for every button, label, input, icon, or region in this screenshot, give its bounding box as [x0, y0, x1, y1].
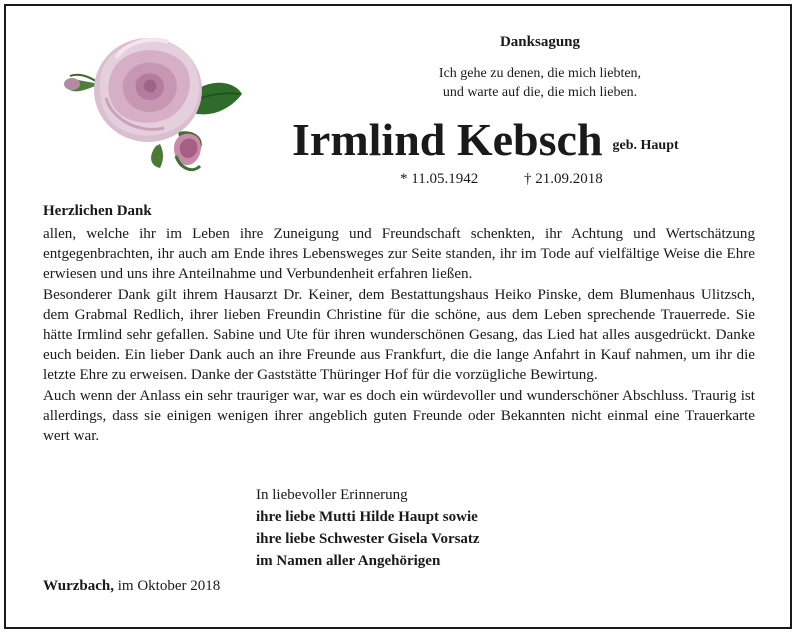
motto-line: und warte auf die, die mich lieben.: [442, 85, 638, 100]
closing-block: [256, 484, 480, 572]
born-name: geb. Haupt: [612, 138, 679, 153]
message-paragraph: Auch wenn der Anlass ein sehr trauriger war, war es doch ein würdevoller und wunderschöner Abschluss. Traurig ist allerdings, dass sie einigen wenigen ihrer angeblich guten Freunde oder Bekannten nicht einmal eine Trauerkarte wert war.: [43, 387, 755, 445]
heading-title: Danksagung: [499, 34, 581, 50]
pink-rose-icon: [56, 28, 246, 198]
date: im Oktober 2018: [117, 578, 221, 594]
closing-line: im Namen aller Angehörigen: [256, 553, 441, 569]
death-date: † 21.09.2018: [524, 171, 603, 187]
motto: [360, 64, 720, 102]
closing-intro: In liebevoller Erinnerung: [256, 487, 408, 503]
birth-date: * 11.05.1942: [400, 171, 479, 187]
deceased-name: Irmlind Kebsch: [292, 114, 603, 165]
thanks-heading: Herzlichen Dank: [43, 203, 152, 219]
deceased-name-row: [292, 112, 679, 168]
motto-line: Ich gehe zu denen, die mich liebten,: [438, 66, 642, 81]
message-paragraph: Besonderer Dank gilt ihrem Hausarzt Dr. Keiner, dem Bestattungshaus Heiko Pinske, dem Blumenhaus Ulitzsch, dem Grabmal Redlich, ihrer lieben Freundin Christine für die schöne, aus dem Leben sprechende Trauerrede. Sie hätte Irmlind sehr gefallen. Sabine und Ute für ihren wunderschönen Gesang, das Lied hat alles ausgedrückt. Danke euch beiden. Ein lieber Dank auch an ihre Freunde aus Frankfurt, die die lange Anfahrt in Kauf nahmen, um ihr die letzte Ehre zu erweisen. Danke der Gaststätte Thüringer Hof für die vorzügliche Bewirtung.: [43, 286, 755, 384]
message-paragraph: allen, welche ihr im Leben ihre Zuneigung und Freundschaft schenkten, ihr Achtung und Wertschätzung entgegenbrachten, ihr auch am Ende ihres Lebensweges zur Seite standen, ihr im Tode auf vielfältige Weise die Ehre erwiesen und uns ihre Anteilnahme und Verbundenheit erfahren ließen.: [43, 226, 755, 283]
place: Wurzbach,: [43, 578, 114, 594]
closing-line: ihre liebe Mutti Hilde Haupt sowie: [256, 509, 478, 525]
closing-line: ihre liebe Schwester Gisela Vorsatz: [256, 531, 480, 547]
place-date: [43, 578, 220, 595]
message-body: [43, 224, 755, 446]
